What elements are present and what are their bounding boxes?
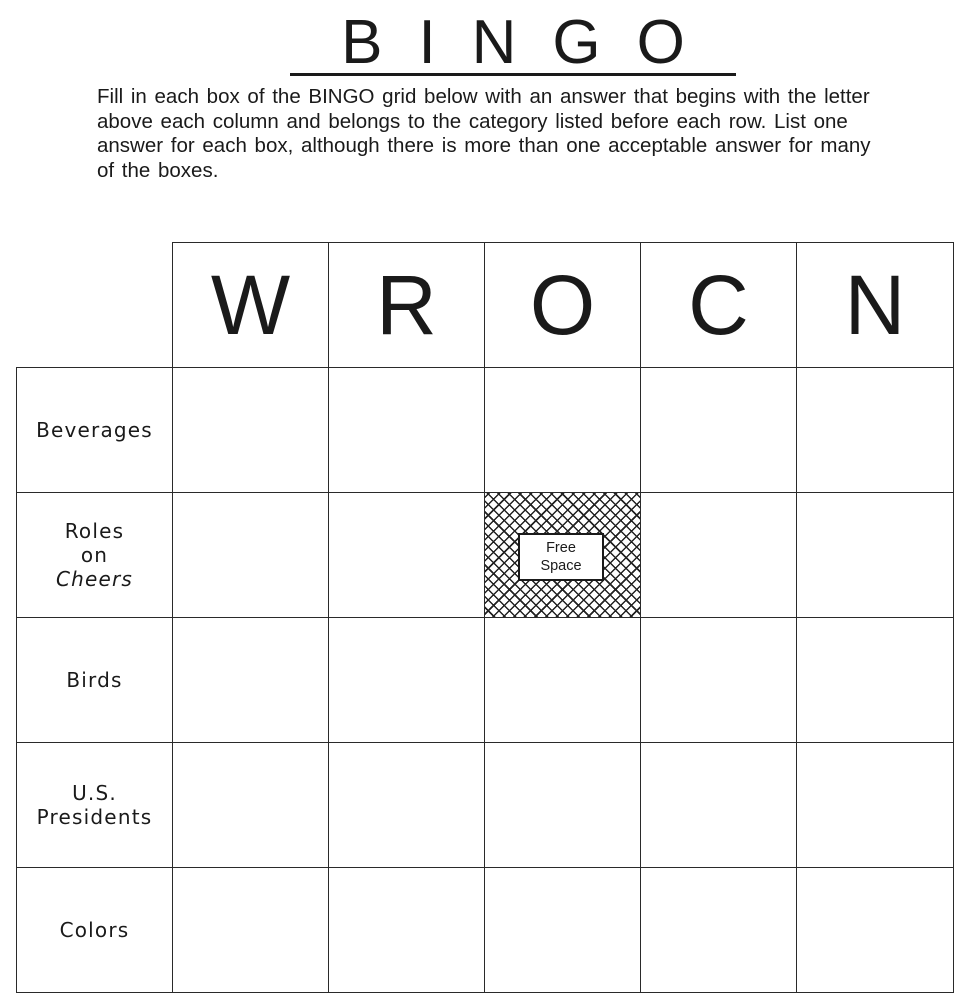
answer-box[interactable] — [172, 742, 329, 868]
answer-box[interactable] — [640, 867, 797, 993]
answer-box[interactable] — [172, 617, 329, 743]
answer-box[interactable] — [796, 492, 954, 618]
free-space-text: Free — [546, 540, 576, 556]
answer-box[interactable] — [328, 742, 485, 868]
answer-box[interactable] — [796, 617, 954, 743]
row-category-us-presidents — [16, 742, 173, 868]
category-label: Birds — [66, 668, 123, 692]
answer-box[interactable] — [172, 367, 329, 493]
row-category-roles-on-cheers — [16, 492, 173, 618]
column-header-n — [796, 242, 954, 368]
column-letter: O — [529, 258, 596, 352]
category-label-italic: Cheers — [55, 567, 134, 591]
category-label: Colors — [59, 918, 130, 942]
page-title: BINGO — [290, 10, 736, 76]
column-header-o — [484, 242, 641, 368]
answer-box[interactable] — [484, 617, 641, 743]
answer-box[interactable] — [484, 367, 641, 493]
column-letter: N — [844, 258, 906, 352]
column-letter: C — [688, 258, 749, 352]
category-label: on — [80, 543, 109, 567]
column-header-w — [172, 242, 329, 368]
answer-box[interactable] — [796, 367, 954, 493]
category-label: Beverages — [36, 418, 153, 442]
answer-box[interactable] — [172, 492, 329, 618]
answer-box[interactable] — [640, 617, 797, 743]
row-category-colors — [16, 867, 173, 993]
answer-box[interactable] — [484, 742, 641, 868]
free-space-label — [518, 533, 604, 581]
instructions-text: Fill in each box of the BINGO grid below with an answer that begins with the letter above each column and belongs to the category listed before each row. List one answer for each box, although there is more than one acceptable answer for many of the boxes. — [97, 85, 871, 182]
answer-box[interactable] — [328, 867, 485, 993]
answer-box[interactable] — [640, 492, 797, 618]
row-category-birds — [16, 617, 173, 743]
answer-box[interactable] — [328, 367, 485, 493]
answer-box[interactable] — [172, 867, 329, 993]
bingo-grid — [16, 242, 954, 993]
answer-box[interactable] — [484, 867, 641, 993]
column-letter: R — [376, 258, 437, 352]
answer-box[interactable] — [640, 367, 797, 493]
free-space-cell — [484, 492, 641, 618]
column-header-r — [328, 242, 485, 368]
answer-box[interactable] — [796, 867, 954, 993]
answer-box[interactable] — [328, 617, 485, 743]
column-header-c — [640, 242, 797, 368]
category-label: Roles — [64, 519, 125, 543]
answer-box[interactable] — [796, 742, 954, 868]
category-label: U.S. — [72, 781, 117, 805]
column-letter: W — [210, 258, 291, 352]
free-space-text: Space — [540, 558, 582, 574]
answer-box[interactable] — [328, 492, 485, 618]
row-category-beverages — [16, 367, 173, 493]
category-label: Presidents — [36, 805, 153, 829]
answer-box[interactable] — [640, 742, 797, 868]
